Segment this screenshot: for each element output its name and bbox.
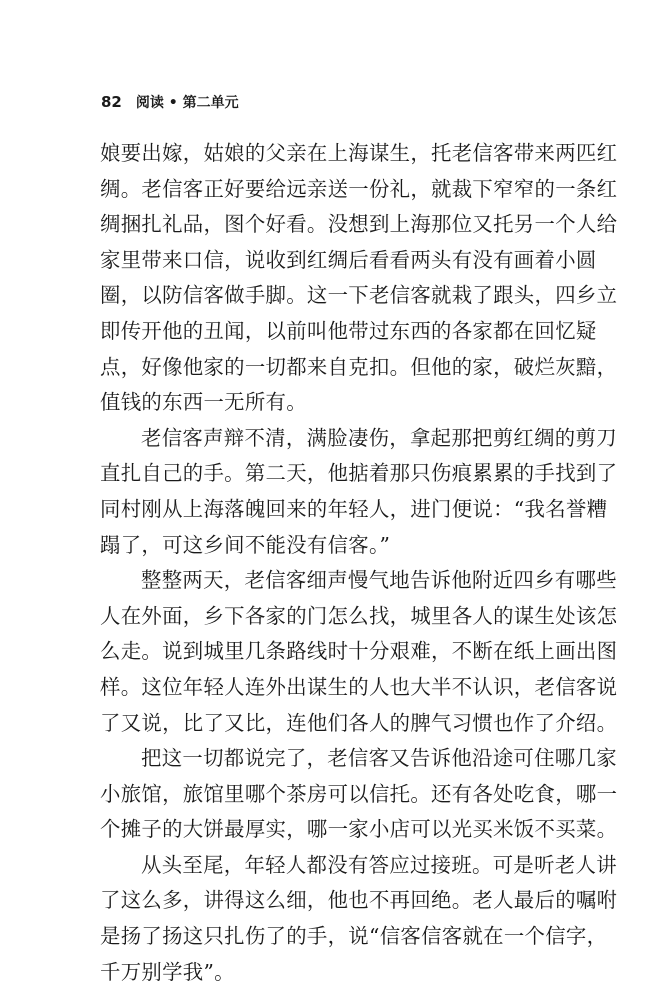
text-line: 即传开他的丑闻，以前叫他带过东西的各家都在回忆疑: [100, 318, 597, 343]
text-line: 从头至尾，年轻人都没有答应过接班。可是听老人讲: [141, 852, 617, 877]
text-line: 娘要出嫁，姑娘的父亲在上海谋生，托老信客带来两匹红: [100, 141, 618, 165]
text-line: 点，好像他家的一切都来自克扣。但他的家，破烂灰黯，: [100, 354, 618, 379]
body-text: [100, 136, 618, 990]
text-line: 么走。说到城里几条路线时十分艰难，不断在纸上画出图: [100, 639, 618, 664]
text-line: 蹋了，可这乡间不能没有信客。”: [100, 532, 391, 557]
text-line: 样。这位年轻人连外出谋生的人也大半不认识，老信客说: [100, 674, 618, 699]
text-line: 了这么多，讲得这么细，他也不再回绝。老人最后的嘱咐: [100, 888, 618, 913]
running-title: 阅读 • 第二单元: [135, 95, 239, 111]
text-line: 绸捆扎礼品，图个好看。没想到上海那位又托另一个人给: [100, 212, 618, 237]
text-line: 绸。老信客正好要给远亲送一份礼，就裁下窄窄的一条红: [100, 176, 618, 201]
text-line: 整整两天，老信客细声慢气地告诉他附近四乡有哪些: [141, 568, 617, 593]
text-line: 老信客声辩不清，满脸凄伤，拿起那把剪红绸的剪刀: [141, 425, 617, 450]
text-line: 同村刚从上海落魄回来的年轻人，进门便说：“我名誉糟: [100, 496, 608, 521]
text-line: 小旅馆，旅馆里哪个茶房可以信托。还有各处吃食，哪一: [100, 781, 618, 806]
text-line: 家里带来口信，说收到红绸后看看两头有没有画着小圆: [100, 247, 597, 272]
page-header: [101, 92, 239, 112]
text-line: 了又说，比了又比，连他们各人的脾气习惯也作了介绍。: [100, 710, 618, 735]
text-line: 个摊子的大饼最厚实，哪一家小店可以光买米饭不买菜。: [100, 817, 618, 842]
text-line: 千万别学我”。: [100, 959, 235, 984]
text-line: 人在外面，乡下各家的门怎么找，城里各人的谋生处该怎: [100, 603, 618, 628]
text-line: 是扬了扬这只扎伤了的手，说“信客信客就在一个信字，: [100, 924, 608, 949]
text-line: 值钱的东西一无所有。: [100, 390, 307, 415]
page-number: 82: [101, 93, 122, 111]
text-line: 把这一切都说完了，老信客又告诉他沿途可住哪几家: [141, 746, 617, 771]
text-line: 直扎自己的手。第二天，他掂着那只伤痕累累的手找到了: [100, 461, 618, 486]
text-line: 圈，以防信客做手脚。这一下老信客就栽了跟头，四乡立: [100, 283, 618, 308]
